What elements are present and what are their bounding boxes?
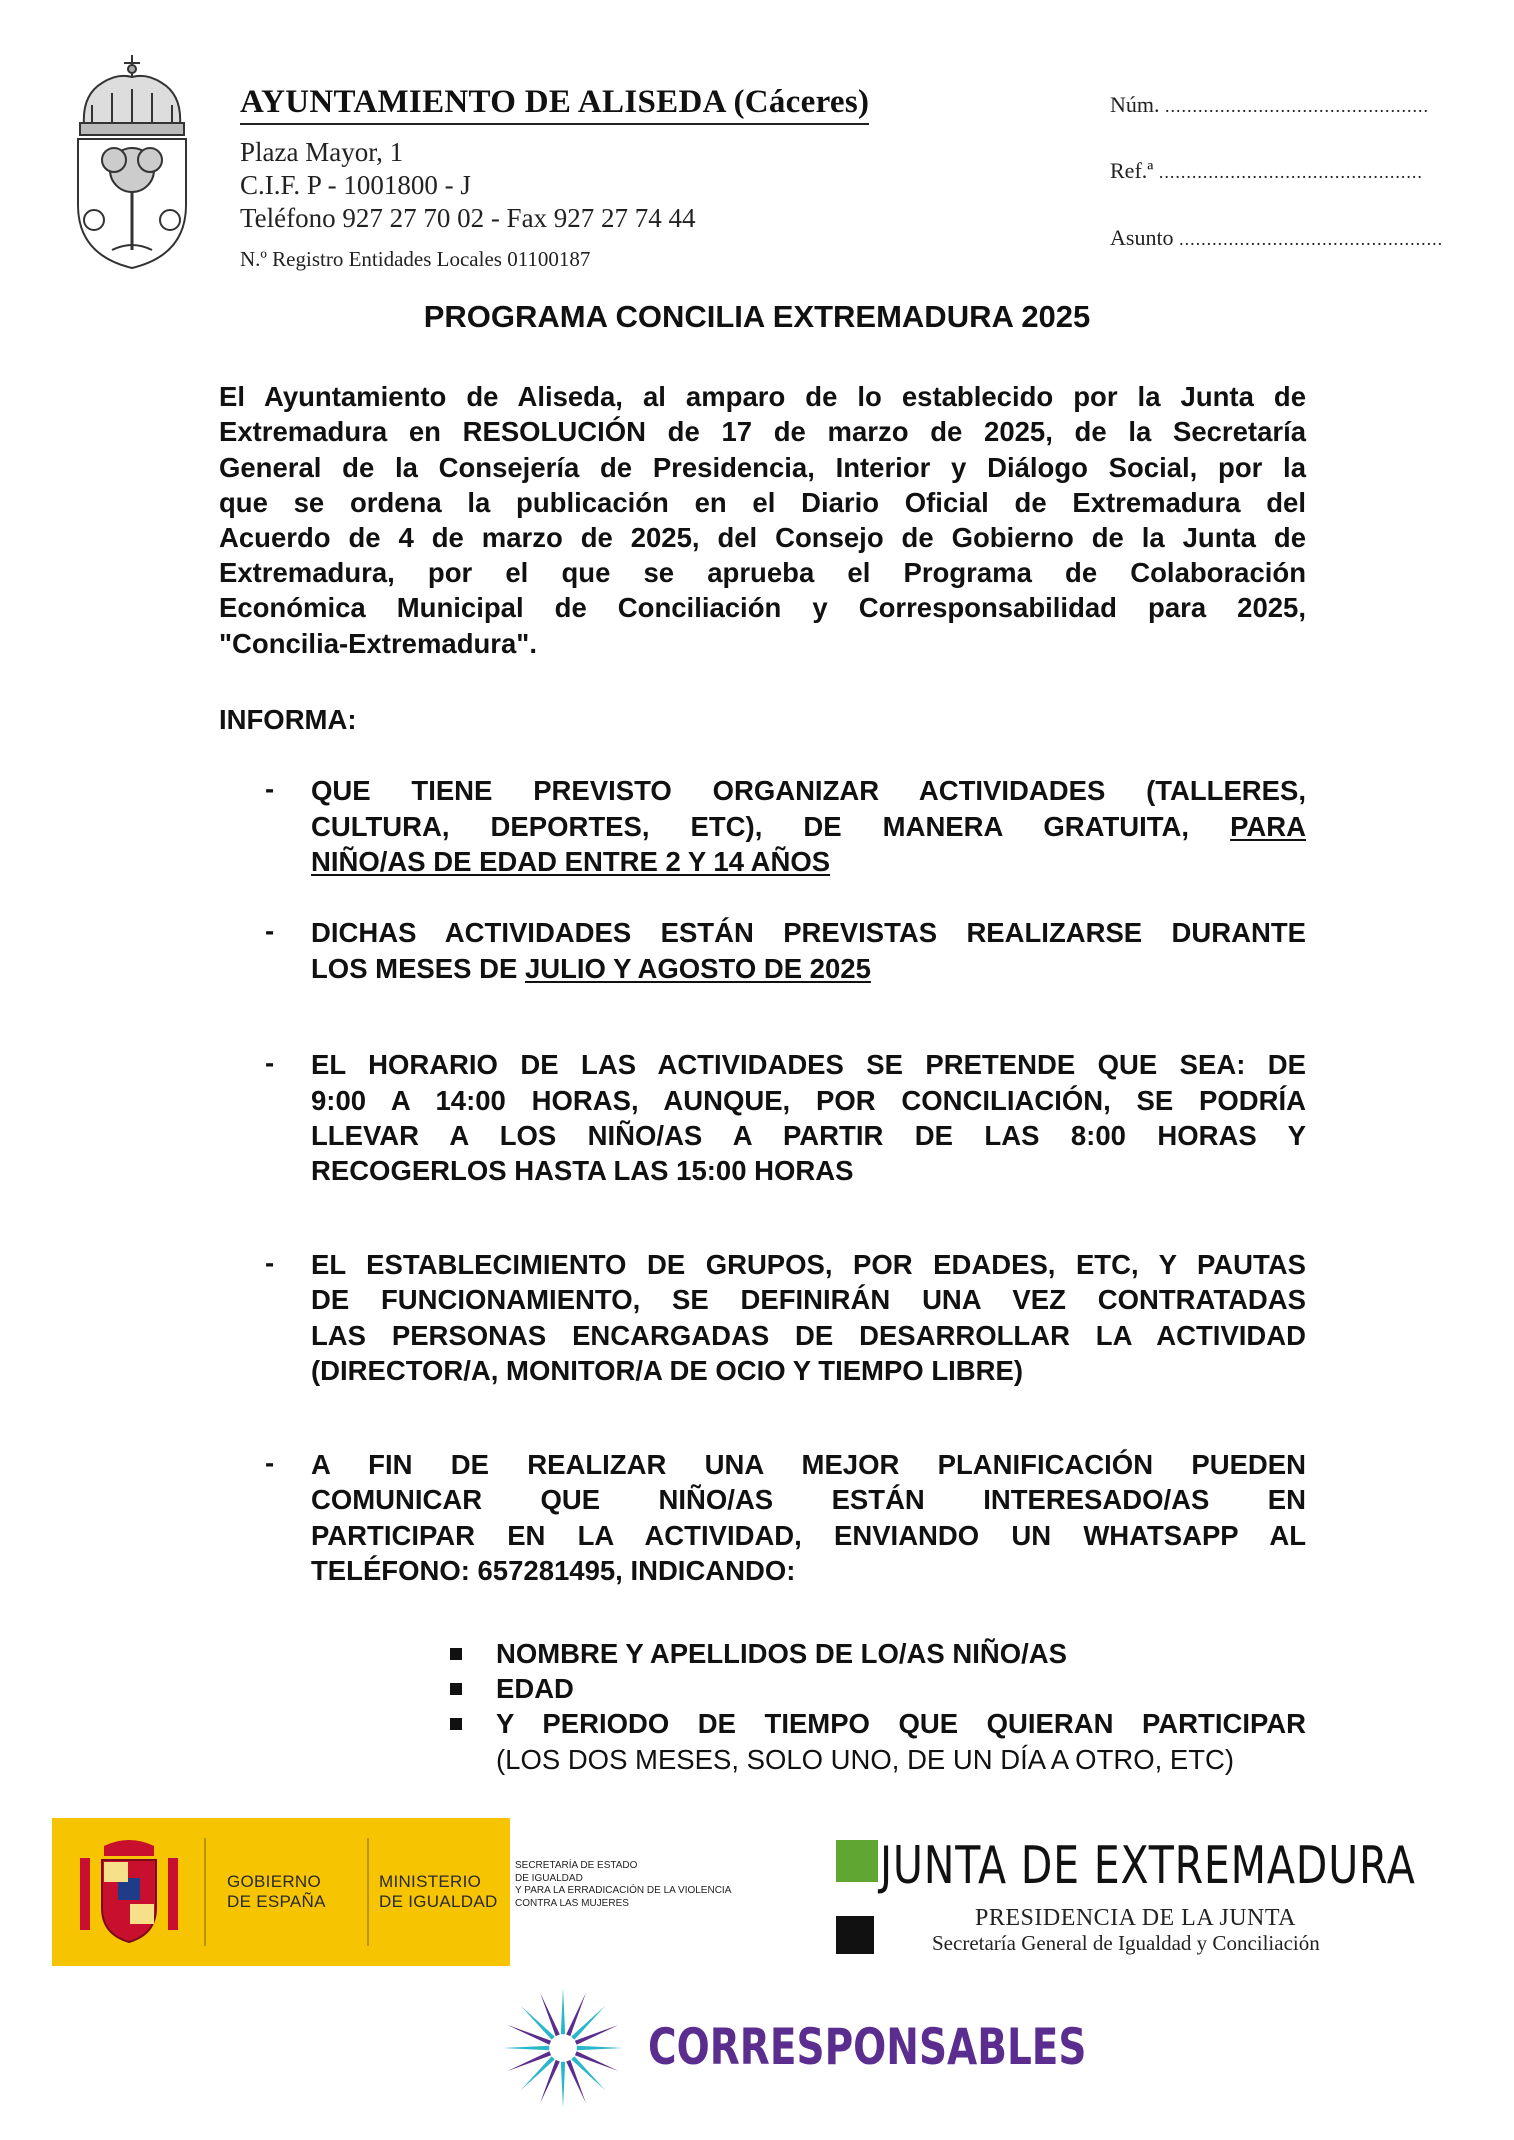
item-line: LLEVAR A LOS NIÑO/AS A PARTIR DE LAS 8:00 HORAS Y	[311, 1120, 1306, 1151]
secretaria-line: SECRETARÍA DE ESTADO	[515, 1860, 638, 1871]
intro-line: que se ordena la publicación en el Diario Oficial de Extremadura del	[219, 487, 1306, 518]
secretaria-line: DE IGUALDAD	[515, 1872, 583, 1884]
corresponsables-ray	[571, 2056, 605, 2090]
logo-divider	[367, 1838, 369, 1946]
corresponsables-ray	[577, 2046, 623, 2050]
address-line: Plaza Mayor, 1	[240, 137, 404, 167]
corresponsables-ray	[521, 2056, 555, 2090]
intro-line: "Concilia-Extremadura".	[219, 628, 537, 659]
secretaria-text	[515, 1860, 731, 1910]
corresponsables-logo-text: CORRESPONSABLES	[648, 2018, 1087, 2076]
item-line	[311, 951, 1306, 987]
registry-number: N.º Registro Entidades Locales 01100187	[240, 247, 591, 271]
item-text: CULTURA, DEPORTES, ETC), DE MANERA GRATUITA,	[311, 811, 1190, 842]
corresponsables-ray	[561, 2062, 565, 2108]
town-hall-name: AYUNTAMIENTO DE ALISEDA (Cáceres)	[240, 84, 869, 125]
junta-green-square	[836, 1840, 878, 1882]
intro-line: General de la Consejería de Presidencia, Interior y Diálogo Social, por la	[219, 452, 1306, 483]
item-line: PARTICIPAR EN LA ACTIVIDAD, ENVIANDO UN WHATSAPP AL	[311, 1520, 1306, 1551]
secretaria-estado-block	[510, 1818, 780, 1966]
ref-num-dots: ................................................	[1165, 96, 1429, 116]
list-dash: -	[265, 1447, 275, 1478]
informa-label: INFORMA:	[219, 704, 357, 735]
item-underlined-text: JULIO Y AGOSTO DE 2025	[524, 953, 871, 984]
sub-item: Y PERIODO DE TIEMPO QUE QUIERAN PARTICIPAR	[496, 1708, 1306, 1739]
item-line: EL HORARIO DE LAS ACTIVIDADES SE PRETENDE QUE SEA: DE	[311, 1049, 1306, 1080]
intro-line: Extremadura en RESOLUCIÓN de 17 de marzo de 2025, de la Secretaría	[219, 416, 1306, 447]
bullet-square	[450, 1683, 462, 1695]
item-line: A FIN DE REALIZAR UNA MEJOR PLANIFICACIÓN PUEDEN	[311, 1449, 1306, 1480]
logo-divider	[204, 1838, 206, 1946]
corresponsables-ray	[503, 2046, 549, 2050]
item-line: COMUNICAR QUE NIÑO/AS ESTÁN INTERESADO/AS EN	[311, 1484, 1306, 1515]
ref-ref-field	[1110, 158, 1423, 184]
document-title: PROGRAMA CONCILIA EXTREMADURA 2025	[423, 299, 1091, 334]
gobierno-line: GOBIERNO	[227, 1872, 322, 1891]
ref-ref-label: Ref.ª	[1110, 158, 1154, 183]
list-dash: -	[265, 1247, 275, 1278]
ref-asunto-label: Asunto	[1110, 225, 1174, 250]
item-line: RECOGERLOS HASTA LAS 15:00 HORAS	[311, 1155, 854, 1186]
sub-item-note: (LOS DOS MESES, SOLO UNO, DE UN DÍA A OTRO, ETC)	[496, 1744, 1235, 1775]
ref-asunto-field	[1110, 225, 1443, 251]
secretaria-line: CONTRA LAS MUJERES	[515, 1897, 629, 1909]
item-line: 9:00 A 14:00 HORAS, AUNQUE, POR CONCILIACIÓN, SE PODRÍA	[311, 1085, 1306, 1116]
junta-black-square	[836, 1916, 874, 1954]
phone-fax-line: Teléfono 927 27 70 02 - Fax 927 27 74 44	[240, 203, 696, 233]
intro-line: Económica Municipal de Conciliación y Corresponsabilidad para 2025,	[219, 592, 1306, 623]
ministerio-line: DE IGUALDAD	[379, 1892, 498, 1911]
corresponsables-ray	[521, 2006, 555, 2040]
item-line: TELÉFONO: 657281495, INDICANDO:	[311, 1555, 796, 1586]
ref-asunto-dots: ................................................	[1179, 229, 1444, 249]
item-line: QUE TIENE PREVISTO ORGANIZAR ACTIVIDADES (TALLERES,	[311, 775, 1306, 806]
list-dash: -	[265, 915, 275, 946]
gobierno-text	[227, 1872, 326, 1912]
ministerio-text	[379, 1872, 498, 1912]
bullet-square	[450, 1718, 462, 1730]
item-line: DICHAS ACTIVIDADES ESTÁN PREVISTAS REALIZARSE DURANTE	[311, 917, 1306, 948]
ref-ref-dots: ................................................	[1158, 162, 1423, 182]
aliseda-coat-of-arms	[72, 55, 192, 270]
sub-item: EDAD	[496, 1673, 574, 1704]
list-dash: -	[265, 1047, 275, 1078]
intro-line: El Ayuntamiento de Aliseda, al amparo de lo establecido por la Junta de	[219, 381, 1306, 412]
cif-line: C.I.F. P - 1001800 - J	[240, 170, 471, 200]
secretaria-line: Y PARA LA ERRADICACIÓN DE LA VIOLENCIA	[515, 1885, 732, 1896]
corresponsables-ray	[571, 2006, 605, 2040]
gobierno-line: DE ESPAÑA	[227, 1892, 326, 1911]
item-text: LOS MESES DE	[311, 953, 525, 984]
corresponsables-star-icon	[500, 1985, 626, 2111]
item-line	[311, 809, 1306, 845]
spain-coat-of-arms-icon	[74, 1838, 184, 1946]
item-line	[311, 844, 1306, 880]
ministerio-line: MINISTERIO	[379, 1872, 482, 1891]
gobierno-espana-logo	[52, 1818, 510, 1966]
bullet-square	[450, 1648, 462, 1660]
item-line: EL ESTABLECIMIENTO DE GRUPOS, POR EDADES, ETC, Y PAUTAS	[311, 1249, 1306, 1280]
item-underlined-text: NIÑO/AS DE EDAD ENTRE 2 Y 14 AÑOS	[311, 846, 831, 877]
item-line: DE FUNCIONAMIENTO, SE DEFINIRÁN UNA VEZ CONTRATADAS	[311, 1284, 1306, 1315]
junta-secretaria-text: Secretaría General de Igualdad y Conciliación	[932, 1931, 1320, 1955]
ref-num-field	[1110, 92, 1429, 118]
ref-num-label: Núm.	[1110, 92, 1160, 117]
junta-presidencia-text: PRESIDENCIA DE LA JUNTA	[975, 1905, 1296, 1931]
sub-item: NOMBRE Y APELLIDOS DE LO/AS NIÑO/AS	[496, 1638, 1067, 1669]
junta-extremadura-logo-text: JUNTA DE EXTREMADURA	[880, 1836, 1416, 1896]
list-dash: -	[265, 773, 275, 804]
corresponsables-ray	[561, 1988, 565, 2034]
intro-line: Acuerdo de 4 de marzo de 2025, del Consejo de Gobierno de la Junta de	[219, 522, 1306, 553]
item-line: LAS PERSONAS ENCARGADAS DE DESARROLLAR LA ACTIVIDAD	[311, 1320, 1306, 1351]
item-line: (DIRECTOR/A, MONITOR/A DE OCIO Y TIEMPO LIBRE)	[311, 1355, 1023, 1386]
intro-line: Extremadura, por el que se aprueba el Programa de Colaboración	[219, 557, 1306, 588]
item-underlined-text: PARA	[1230, 811, 1307, 842]
